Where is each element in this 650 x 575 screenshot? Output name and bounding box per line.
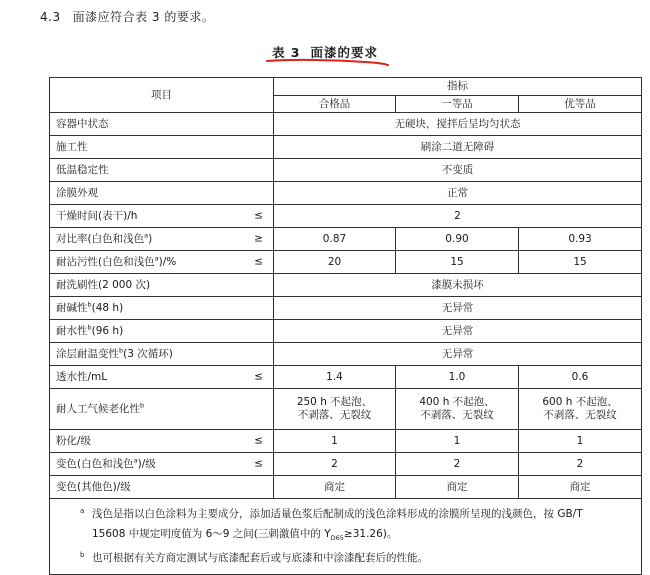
footnote-ref: a: [133, 456, 138, 464]
grade-value-line: 250 h 不起泡、: [296, 396, 373, 408]
merged-value: 刷涂二道无障碍: [274, 136, 642, 159]
table-row: [50, 430, 642, 453]
grade-value: 2: [396, 453, 519, 476]
grade-value: 1.0: [396, 366, 519, 389]
row-item: [50, 320, 274, 343]
row-item-label: 涂层耐温变性: [56, 347, 119, 360]
grade-value-line: 600 h 不起泡、: [542, 396, 618, 408]
header-grade-qualified: 合格品: [274, 96, 396, 113]
row-item-label: 透水性/mL: [56, 370, 108, 383]
footnotes-row: [50, 499, 642, 575]
row-item-suffix: (3 次循环): [123, 347, 173, 360]
footnote-text: 15608 中规定明度值为 6～9 之间(三刺激值中的 Y: [92, 528, 331, 540]
row-item: [50, 389, 274, 430]
grade-value: 0.93: [519, 228, 642, 251]
footnote-ref: b: [119, 346, 124, 354]
table-row: [50, 113, 642, 136]
row-item-label: 耐洗刷性(2 000 次): [56, 278, 151, 291]
merged-value: 漆膜未损坏: [274, 274, 642, 297]
row-item-label: 耐沾污性(白色和浅色: [56, 255, 155, 268]
row-item-label: 耐碱性: [56, 301, 88, 314]
section-heading: [40, 8, 214, 25]
footnote: [52, 504, 639, 548]
grade-value: 0.90: [396, 228, 519, 251]
footnotes: [50, 499, 642, 575]
header-item: 项目: [50, 78, 274, 113]
grade-value: 1: [274, 430, 396, 453]
comparison-operator: ≤: [254, 370, 263, 383]
row-item: [50, 113, 274, 136]
table-row: [50, 274, 642, 297]
row-item-label: 对比率(白色和浅色: [56, 232, 145, 245]
footnote-mark: a: [80, 507, 85, 515]
row-item-suffix: ): [148, 232, 153, 245]
row-item-suffix: )/级: [137, 457, 156, 470]
grade-value: 15: [519, 251, 642, 274]
table-row: [50, 182, 642, 205]
row-item-suffix: (48 h): [91, 301, 124, 314]
grade-value-line: 不剥落、无裂纹: [420, 409, 494, 421]
merged-value: 无异常: [274, 320, 642, 343]
row-item-label: 耐人工气候老化性: [56, 402, 140, 415]
row-item-suffix: )/%: [158, 255, 177, 268]
grade-value: 商定: [519, 476, 642, 499]
merged-value: 2: [274, 205, 642, 228]
table-row: [50, 366, 642, 389]
row-item: [50, 251, 274, 274]
grade-value: 0.6: [519, 366, 642, 389]
header-grade-superior: 优等品: [519, 96, 642, 113]
table-row: [50, 453, 642, 476]
row-item-label: 施工性: [56, 140, 88, 153]
comparison-operator: ≥: [254, 232, 263, 245]
grade-value-line: 400 h 不起泡、: [419, 396, 495, 408]
grade-value-line: 不剥落、无裂纹: [297, 409, 372, 421]
grade-value: 1.4: [274, 366, 396, 389]
table-row: [50, 343, 642, 366]
caption-number: 表 3: [271, 45, 301, 60]
table-row: [50, 476, 642, 499]
row-item-label: 干燥时间(表干)/h: [56, 209, 138, 222]
row-item: [50, 453, 274, 476]
merged-value: 无异常: [274, 343, 642, 366]
grade-value: 商定: [396, 476, 519, 499]
row-item-label: 低温稳定性: [56, 163, 109, 176]
grade-value: 2: [274, 453, 396, 476]
row-item: [50, 136, 274, 159]
section-text: 面漆应符合表 3 的要求。: [72, 10, 215, 24]
grade-value: [274, 389, 396, 430]
comparison-operator: ≤: [254, 457, 263, 470]
grade-value: 1: [396, 430, 519, 453]
table-row: [50, 228, 642, 251]
grade-value: 15: [396, 251, 519, 274]
row-item: [50, 366, 274, 389]
grade-value: 1: [519, 430, 642, 453]
row-item: [50, 159, 274, 182]
table-row: [50, 389, 642, 430]
section-number: 4.3: [40, 10, 61, 24]
merged-value: 正常: [274, 182, 642, 205]
footnote-mark: b: [80, 551, 85, 560]
footnote-ref: b: [140, 401, 145, 409]
row-item-label: 粉化/级: [56, 434, 92, 447]
row-item: [50, 274, 274, 297]
row-item: [50, 182, 274, 205]
grade-value: 商定: [274, 476, 396, 499]
table-row: [50, 320, 642, 343]
merged-value: 无硬块，搅拌后呈均匀状态: [274, 113, 642, 136]
table-row: [50, 205, 642, 228]
row-item: [50, 343, 274, 366]
row-item-label: 涂膜外观: [56, 186, 98, 199]
table-row: [50, 159, 642, 182]
grade-value-line: 不剥落、无裂纹: [543, 409, 617, 421]
table-row: [50, 136, 642, 159]
footnote-text: 也可根据有关方商定测试与底漆配套后或与底漆和中涂漆配套后的性能。: [92, 552, 428, 565]
row-item-label: 耐水性: [56, 324, 88, 337]
header-grade-first: 一等品: [396, 96, 519, 113]
grade-value: 20: [274, 251, 396, 274]
footnote-text: ≥31.26)。: [343, 528, 398, 540]
footnote-ref: a: [154, 254, 159, 262]
grade-value: 2: [519, 453, 642, 476]
row-item: [50, 297, 274, 320]
row-item: [50, 476, 274, 499]
row-item-suffix: (96 h): [91, 324, 124, 337]
grade-value: 0.87: [274, 228, 396, 251]
footnote-ref: b: [87, 323, 92, 331]
footnote-text: 浅色是指以白色涂料为主要成分，添加适量色浆后配制成的浅色涂料形成的涂膜所呈现的浅颜色，按 GB/T: [92, 508, 583, 520]
comparison-operator: ≤: [254, 209, 263, 222]
merged-value: 无异常: [274, 297, 642, 320]
footnote-ref: b: [87, 300, 92, 308]
caption-title: 面漆的要求: [310, 45, 379, 60]
red-underline-mark: [265, 58, 390, 68]
row-item-label: 变色(白色和浅色: [56, 457, 134, 470]
grade-value: [519, 389, 642, 430]
row-item-label: 容器中状态: [56, 117, 109, 130]
comparison-operator: ≤: [254, 434, 263, 447]
row-item: [50, 228, 274, 251]
grade-value: [396, 389, 519, 430]
footnote-subscript: D65: [330, 534, 344, 543]
merged-value: 不变质: [274, 159, 642, 182]
footnote: [52, 548, 639, 568]
header-indicator: 指标: [274, 78, 642, 96]
requirements-table: [49, 77, 642, 575]
footnote-ref: a: [144, 231, 149, 239]
row-item: [50, 205, 274, 228]
table-row: [50, 297, 642, 320]
comparison-operator: ≤: [254, 255, 263, 268]
table-row: [50, 251, 642, 274]
row-item: [50, 430, 274, 453]
row-item-label: 变色(其他色)/级: [56, 480, 131, 493]
